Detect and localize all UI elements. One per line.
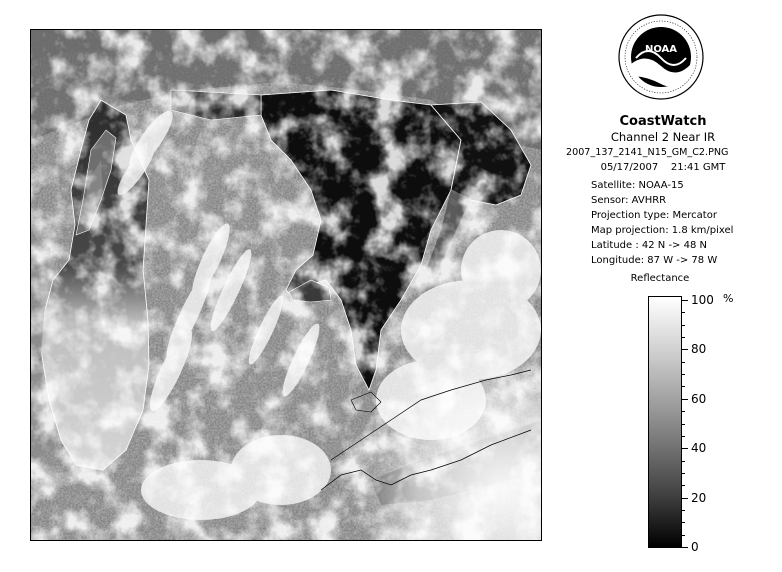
colorbar-major-tick	[682, 498, 688, 499]
channel-subtitle: Channel 2 Near IR	[610, 130, 716, 144]
file-name: 2007_137_2141_N15_GM_C2.PNG	[566, 147, 729, 158]
colorbar-minor-tick	[682, 411, 685, 412]
colorbar-minor-tick	[682, 510, 685, 511]
colorbar-major-tick	[682, 547, 688, 548]
legend-title: Reflectance	[630, 273, 690, 284]
colorbar-minor-tick	[682, 424, 685, 425]
sensor-info: Sensor: AVHRR	[591, 195, 667, 206]
colorbar-minor-tick	[682, 312, 685, 313]
legend-unit: %	[723, 292, 734, 305]
colorbar-minor-tick	[682, 362, 685, 363]
map-projection-info: Map projection: 1.8 km/pixel	[591, 225, 734, 236]
longitude-info: Longitude: 87 W -> 78 W	[591, 255, 718, 266]
colorbar-major-tick	[682, 300, 688, 301]
colorbar-tick-label: 40	[691, 441, 707, 455]
colorbar-major-tick	[682, 349, 688, 350]
colorbar-minor-tick	[682, 325, 685, 326]
satellite-map	[30, 29, 542, 541]
colorbar-tick-label: 0	[691, 540, 699, 554]
colorbar-major-tick	[682, 448, 688, 449]
colorbar-minor-tick	[682, 461, 685, 462]
colorbar-minor-tick	[682, 473, 685, 474]
colorbar-major-tick	[682, 399, 688, 400]
colorbar-minor-tick	[682, 337, 685, 338]
noaa-logo	[618, 14, 704, 100]
acquisition-datetime: 05/17/2007 21:41 GMT	[600, 162, 726, 173]
metadata-block	[591, 178, 733, 268]
colorbar-tick-label: 80	[691, 342, 707, 356]
colorbar-tick-label: 100	[691, 293, 714, 307]
projection-type-info: Projection type: Mercator	[591, 210, 717, 221]
satellite-info: Satellite: NOAA-15	[591, 180, 684, 191]
colorbar-minor-tick	[682, 374, 685, 375]
colorbar-minor-tick	[682, 436, 685, 437]
colorbar-minor-tick	[682, 386, 685, 387]
colorbar-minor-tick	[682, 522, 685, 523]
colorbar-minor-tick	[682, 535, 685, 536]
cloud-speckle	[31, 30, 542, 541]
latitude-info: Latitude : 42 N -> 48 N	[591, 240, 707, 251]
product-title: CoastWatch	[619, 114, 707, 129]
reflectance-colorbar	[648, 296, 682, 548]
colorbar-tick-label: 20	[691, 491, 707, 505]
colorbar-minor-tick	[682, 485, 685, 486]
noaa-logo-text: NOAA	[644, 44, 678, 55]
colorbar-tick-label: 60	[691, 392, 707, 406]
